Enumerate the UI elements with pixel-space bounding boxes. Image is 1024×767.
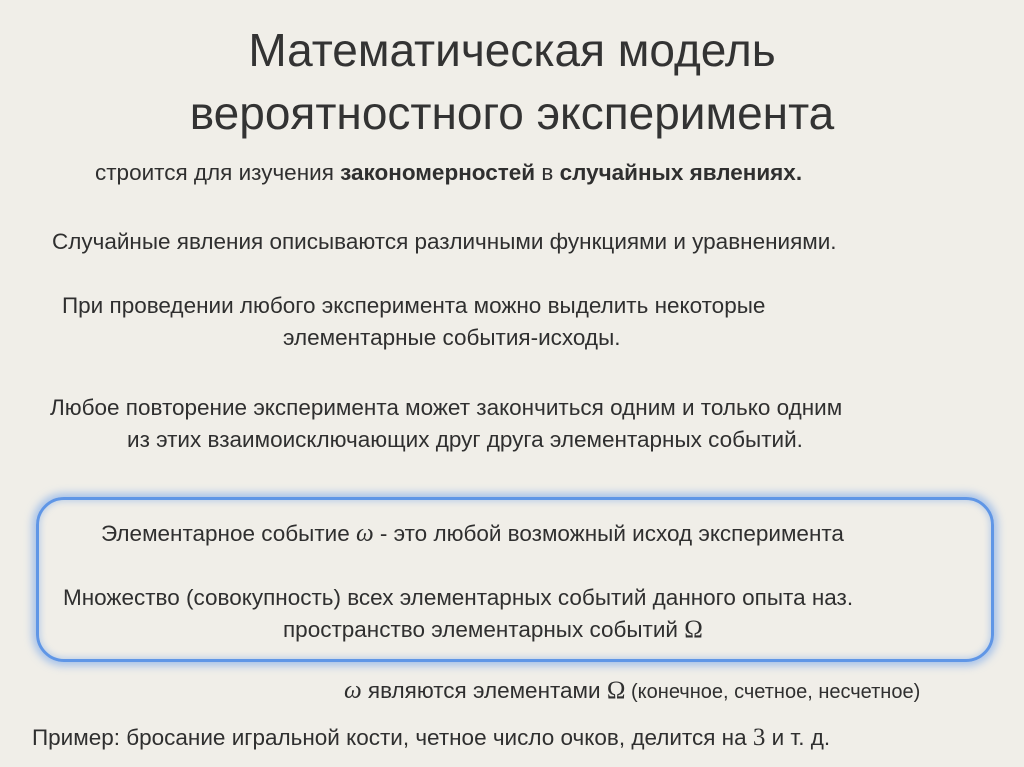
definition-sample-space-line-1: Множество (совокупность) всех элементарных событий данного опыта наз. (63, 585, 854, 610)
omega-symbol: ω (344, 677, 362, 704)
example-line (32, 723, 830, 753)
elements-text: являются элементами (361, 678, 607, 703)
capital-omega-symbol: Ω (606, 677, 626, 704)
paragraph-random-phenomena: Случайные явления описываются различными функциями и уравнениями. (52, 229, 837, 254)
elements-line (344, 676, 920, 707)
intro-line (95, 158, 802, 188)
definition-elementary-event (101, 519, 844, 549)
slide-title-line-2: вероятностного эксперимента (189, 87, 835, 139)
paragraph-experiment-line-1: При проведении любого эксперимента можно выделить некоторые (62, 293, 766, 318)
example-prefix: Пример: бросание игральной кости, четное число очков, делится на (32, 725, 753, 750)
example-number: 3 (752, 724, 766, 751)
paragraph-repetition-line-1: Любое повторение эксперимента может закончиться одним и только одним (50, 395, 843, 420)
example-suffix: и т. д. (765, 725, 831, 750)
sample-space-prefix: пространство элементарных событий (283, 617, 685, 642)
intro-bold-regularities: закономерностей (340, 160, 536, 185)
elements-note: (конечное, счетное, несчетное) (625, 681, 921, 703)
paragraph-repetition-line-2: из этих взаимоисключающих друг друга элементарных событий. (127, 427, 803, 452)
capital-omega-symbol: Ω (684, 616, 703, 643)
intro-middle: в (535, 160, 560, 185)
paragraph-experiment-line-2: элементарные события-исходы. (283, 325, 621, 350)
definition-suffix: - это любой возможный исход эксперимента (373, 521, 844, 546)
intro-prefix: строится для изучения (95, 160, 341, 185)
definition-prefix: Элементарное событие (101, 521, 356, 546)
omega-symbol: ω (355, 520, 374, 547)
intro-bold-random-phenomena: случайных явлениях. (559, 160, 803, 185)
definition-sample-space-line-2 (283, 615, 703, 645)
slide-title-line-1: Математическая модель (248, 24, 776, 76)
